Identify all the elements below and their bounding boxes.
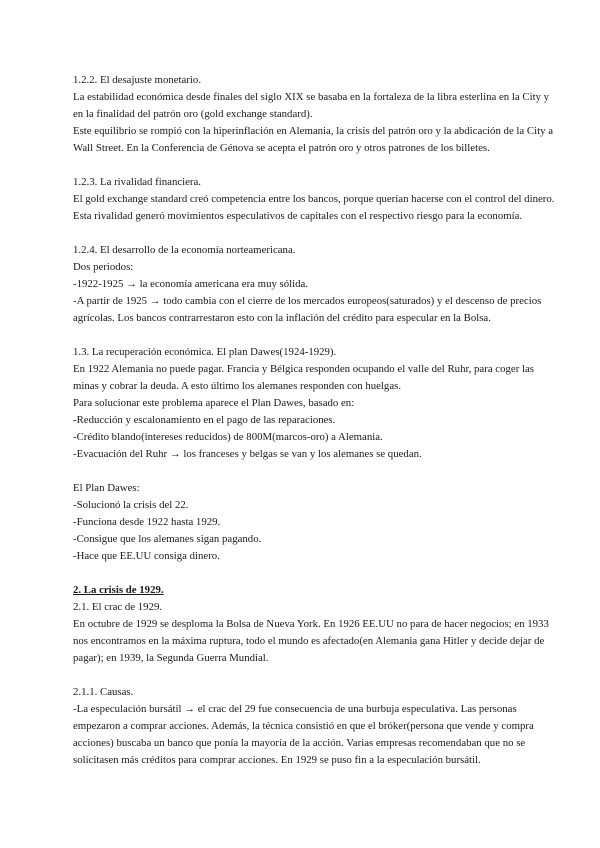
section-heading: 2.1.1. Causas.: [73, 686, 134, 698]
paragraph: -La especulación bursátil → el crac del 29 fue consecuencia de una burbuja especulativa. Las personas empezaron a comprar acciones. Además, la técnica consistió en que el bróker(persona que vende y compra acciones) buscaba un banco que ponía la mayoría de la acción. Varias empresas recomendaban que no se solicitasen más créditos para comprar acciones. En 1929 se puso fin a la especulación bursátil.: [73, 703, 534, 766]
paragraph: Para solucionar este problema aparece el Plan Dawes, basado en:: [73, 397, 355, 409]
section-plan-dawes: [73, 480, 560, 565]
list-item: -Hace que EE.UU consiga dinero.: [73, 550, 220, 562]
section-heading: 1.2.2. El desajuste monetario.: [73, 74, 202, 86]
section-1-2-2: [73, 72, 560, 157]
section-2: [73, 582, 560, 667]
list-item: -Solucionó la crisis del 22.: [73, 499, 189, 511]
paragraph: El Plan Dawes:: [73, 482, 140, 494]
section-1-2-4: [73, 242, 560, 327]
section-heading: 1.2.4. El desarrollo de la economía norteamericana.: [73, 244, 296, 256]
section-1-2-3: [73, 174, 560, 225]
paragraph: Dos periodos:: [73, 261, 134, 273]
section-heading: 2.1. El crac de 1929.: [73, 601, 163, 613]
list-item: -Crédito blando(intereses reducidos) de 800M(marcos-oro) a Alemania.: [73, 431, 383, 443]
list-item: -Funciona desde 1922 hasta 1929.: [73, 516, 221, 528]
paragraph: En octubre de 1929 se desploma la Bolsa de Nueva York. En 1926 EE.UU no para de hacer negocios; en 1933 nos encontramos en la máxima ruptura, todo el mundo es afectado(en Alemania gana Hitler y decide dejar de pagar); en 1939, la Segunda Guerra Mundial.: [73, 618, 549, 664]
paragraph: El gold exchange standard creó competencia entre los bancos, porque querían hacerse con el control del dinero. Esta rivalidad generó movimientos especulativos de capitales con el respectivo riesgo para la economía.: [73, 193, 555, 222]
paragraph: En 1922 Alemania no puede pagar. Francia y Bélgica responden ocupando el valle del Ruhr, para coger las minas y cobrar la deuda. A esto último los alemanes responden con huelgas.: [73, 363, 534, 392]
list-item: -Consigue que los alemanes sigan pagando.: [73, 533, 262, 545]
section-1-3: [73, 344, 560, 463]
list-item: -Evacuación del Ruhr → los franceses y belgas se van y los alemanes se quedan.: [73, 448, 422, 460]
chapter-heading: 2. La crisis de 1929.: [73, 584, 164, 596]
list-item: -A partir de 1925 → todo cambia con el cierre de los mercados europeos(saturados) y el descenso de precios agrícolas. Los bancos contrarrestaron esto con la inflación del crédito para especular en la Bolsa.: [73, 295, 542, 324]
paragraph: La estabilidad económica desde finales del siglo XIX se basaba en la fortaleza de la libra esterlina en la City y en la finalidad del patrón oro (gold exchange standard).: [73, 91, 550, 120]
section-heading: 1.3. La recuperación económica. El plan Dawes(1924-1929).: [73, 346, 337, 358]
section-heading: 1.2.3. La rivalidad financiera.: [73, 176, 202, 188]
section-2-1-1: [73, 684, 560, 769]
list-item: -Reducción y escalonamiento en el pago de las reparaciones.: [73, 414, 336, 426]
list-item: -1922-1925 → la economía americana era muy sólida.: [73, 278, 309, 290]
paragraph: Este equilibrio se rompió con la hiperinflación en Alemania, la crisis del patrón oro y la abdicación de la City a Wall Street. En la Conferencia de Génova se acepta el patrón oro y otros patrones de los billetes.: [73, 125, 554, 154]
